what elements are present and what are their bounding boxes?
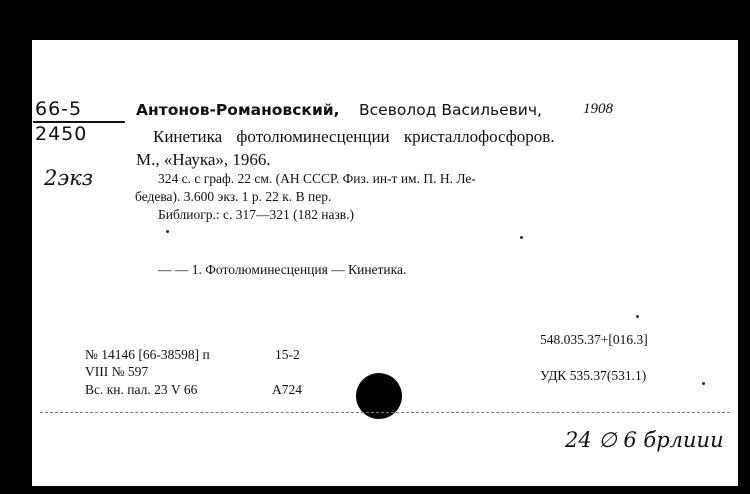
handwritten-date-note: 24 ∅ 6 брлиии: [565, 428, 724, 452]
classification-code: 548.035.37+[016.3]: [540, 332, 648, 347]
udk-code: УДК 535.37(531.1): [540, 368, 647, 383]
registry-series: VIII № 597: [85, 364, 149, 379]
ink-speck: [520, 236, 523, 239]
registry-number-suffix: 15-2: [275, 347, 300, 362]
book-title: Кинетика фотолюминесценции кристаллофосфоров.: [153, 127, 555, 146]
handwritten-copies-note: 2экз: [44, 166, 94, 190]
ink-speck: [166, 230, 169, 233]
ink-speck: [636, 315, 639, 318]
bibliography-note: Библиогр.: с. 317—321 (182 назв.): [158, 207, 355, 222]
scan-border-right: [738, 0, 750, 494]
collation-line-2: бедева). 3.600 экз. 1 р. 22 к. В пер.: [135, 189, 332, 204]
author-surname: Антонов-Романовский,: [136, 101, 340, 119]
imprint: М., «Наука», 1966.: [136, 150, 271, 169]
registry-number: № 14146 [66-38598] п: [85, 347, 210, 362]
collation-line-1: 324 с. с граф. 22 см. (АН СССР. Физ. ин-т им. П. Н. Ле-: [158, 171, 476, 186]
scan-border-top: [0, 0, 750, 40]
author-birth-year: 1908: [583, 101, 613, 117]
card-fold-line: [40, 412, 730, 413]
book-chamber-code: А724: [272, 382, 302, 397]
shelfmark-line2: 2450: [35, 123, 88, 145]
author-given-names: Всеволод Васильевич,: [359, 101, 542, 119]
shelfmark-line1: 66-5: [35, 98, 83, 120]
ink-speck: [702, 382, 705, 385]
scan-border-bottom: [0, 486, 750, 494]
scan-border-left: [0, 0, 32, 494]
book-chamber-line: Вс. кн. пал. 23 V 66: [85, 382, 198, 397]
subject-tracing: — — 1. Фотолюминесценция — Кинетика.: [158, 262, 407, 277]
